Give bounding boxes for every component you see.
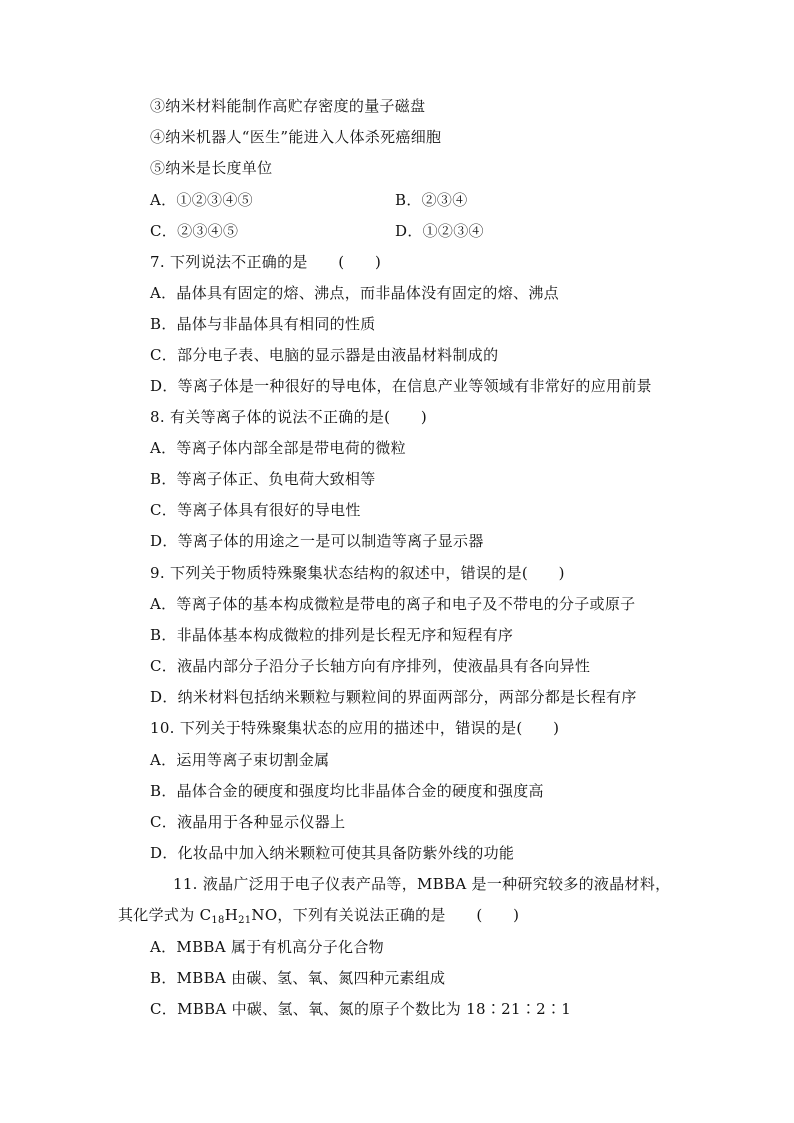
formula-subscript-c: 18 <box>211 915 225 926</box>
q9-stem: 9. 下列关于物质特殊聚集状态结构的叙述中，错误的是( ) <box>150 564 565 582</box>
q7-option-d: D．等离子体是一种很好的导电体，在信息产业等领域有非常好的应用前景 <box>150 377 652 395</box>
q7-option-a: A．晶体具有固定的熔、沸点，而非晶体没有固定的熔、沸点 <box>150 284 559 302</box>
q11-option-c: C．MBBA 中碳、氢、氧、氮的原子个数比为 18∶21∶2∶1 <box>150 1000 572 1018</box>
q7-stem: 7. 下列说法不正确的是 ( ) <box>150 253 382 271</box>
q9-option-d: D．纳米材料包括纳米颗粒与颗粒间的界面两部分，两部分都是长程有序 <box>150 688 637 706</box>
formula-subscript-h: 21 <box>238 915 252 926</box>
statement-3: ③纳米材料能制作高贮存密度的量子磁盘 <box>150 97 426 115</box>
q6-option-c: C．②③④⑤ <box>150 222 239 240</box>
q6-option-b: B．②③④ <box>395 191 468 209</box>
q10-option-b: B．晶体合金的硬度和强度均比非晶体合金的硬度和强度高 <box>150 782 544 800</box>
statement-4: ④纳米机器人“医生”能进入人体杀死癌细胞 <box>150 128 442 146</box>
q7-option-b: B．晶体与非晶体具有相同的性质 <box>150 315 376 333</box>
q8-option-c: C．等离子体具有很好的导电性 <box>150 501 361 519</box>
q8-option-b: B．等离子体正、负电荷大致相等 <box>150 470 376 488</box>
q10-option-c: C．液晶用于各种显示仪器上 <box>150 813 346 831</box>
q8-option-a: A．等离子体内部全部是带电荷的微粒 <box>150 439 406 457</box>
q10-stem: 10. 下列关于特殊聚集状态的应用的描述中，错误的是( ) <box>150 719 560 737</box>
q11-stem-line-2 <box>118 905 519 925</box>
formula-h: H <box>224 906 239 924</box>
statement-5: ⑤纳米是长度单位 <box>150 159 273 177</box>
q8-option-d: D．等离子体的用途之一是可以制造等离子显示器 <box>150 532 484 550</box>
q10-option-a: A．运用等离子束切割金属 <box>150 751 330 769</box>
q9-option-c: C．液晶内部分子沿分子长轴方向有序排列，使液晶具有各向异性 <box>150 657 591 675</box>
q7-option-c: C．部分电子表、电脑的显示器是由液晶材料制成的 <box>150 346 499 364</box>
q6-option-d: D．①②③④ <box>395 222 484 240</box>
formula-prefix: 其化学式为 C <box>118 906 212 924</box>
q9-option-a: A．等离子体的基本构成微粒是带电的离子和电子及不带电的分子或原子 <box>150 595 636 613</box>
q9-option-b: B．非晶体基本构成微粒的排列是长程无序和短程有序 <box>150 626 514 644</box>
q11-option-a: A．MBBA 属于有机高分子化合物 <box>150 938 384 956</box>
formula-suffix: NO，下列有关说法正确的是 ( ) <box>251 906 520 924</box>
q8-stem: 8. 有关等离子体的说法不正确的是( ) <box>150 408 428 426</box>
q11-option-b: B．MBBA 由碳、氢、氧、氮四种元素组成 <box>150 969 446 987</box>
q11-stem-line-1: 11. 液晶广泛用于电子仪表产品等，MBBA 是一种研究较多的液晶材料， <box>173 875 671 893</box>
q6-option-a: A．①②③④⑤ <box>150 191 253 209</box>
q10-option-d: D．化妆品中加入纳米颗粒可使其具备防紫外线的功能 <box>150 844 515 862</box>
